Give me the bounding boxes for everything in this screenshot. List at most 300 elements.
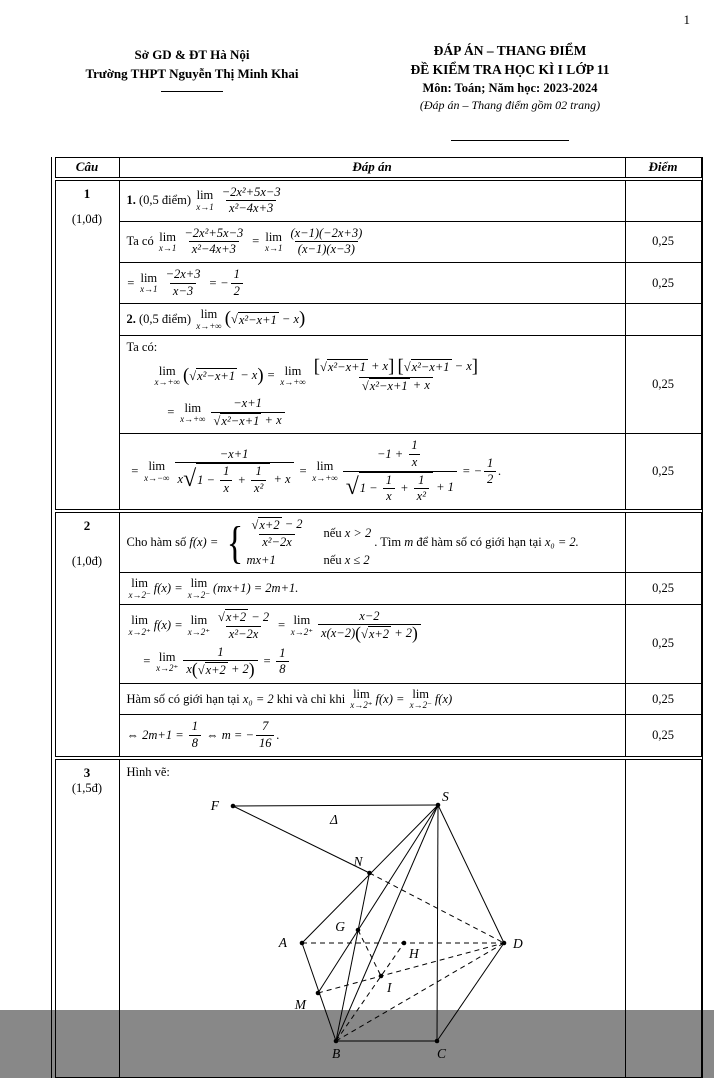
math-fd	[276, 661, 288, 678]
math-lw: lim	[316, 459, 334, 474]
math-mi: + 2	[227, 662, 249, 677]
math-mi: 1	[223, 464, 230, 479]
math-mi: x+2	[205, 662, 226, 677]
figure-point-A	[299, 941, 304, 946]
math-mi: f(x) =	[375, 691, 408, 706]
math-sqb	[205, 662, 228, 679]
math-mi: (mx+1) = 2m+1.	[213, 580, 299, 595]
math-line	[127, 355, 621, 394]
math-dl: )	[257, 364, 264, 386]
math-sqb	[327, 359, 368, 376]
math-line	[127, 577, 621, 600]
math-lw: lim	[184, 400, 202, 415]
math-mi: + x	[409, 378, 430, 392]
answer-cell	[119, 715, 625, 758]
math-mi: x²−x+1	[221, 413, 260, 428]
figure-point-label-F: F	[210, 798, 219, 814]
math-fd	[170, 283, 196, 300]
column-header-diem: Điểm	[625, 158, 701, 179]
math-fd	[211, 412, 285, 430]
department-line: Sở GD & ĐT Hà Nội	[134, 47, 250, 62]
math-sqb	[196, 463, 270, 496]
math-mi: = −	[205, 275, 229, 290]
math-mi: + x	[367, 359, 389, 374]
math-mi: − x	[237, 368, 258, 383]
math-fn	[214, 645, 226, 661]
bracket-group	[192, 661, 255, 679]
figure-point-H	[401, 941, 406, 946]
square-root	[198, 662, 228, 679]
math-mu: . Tìm	[374, 535, 405, 549]
figure-point-C	[434, 1039, 439, 1044]
fraction	[383, 473, 395, 505]
math-fn	[415, 473, 427, 489]
geometry-figure	[181, 782, 651, 1074]
square-root	[189, 368, 237, 384]
math-fd	[231, 283, 243, 300]
header-right-rule	[451, 140, 569, 141]
answer-cell	[119, 221, 625, 262]
math-mi: + x	[261, 413, 282, 428]
math-mi: x+2	[225, 610, 247, 625]
answer-row-q1-6	[55, 434, 701, 511]
math-line	[127, 185, 621, 217]
math-mi: =	[166, 405, 179, 420]
fraction	[231, 267, 243, 299]
math-mu: Cho hàm số	[126, 535, 190, 549]
column-header-dapan: Đáp án	[119, 158, 625, 179]
math-lw: lim	[148, 459, 166, 474]
figure-point-label-H: H	[408, 946, 419, 962]
math-mi: 1	[233, 267, 240, 281]
bracket-group	[313, 355, 395, 377]
radical-sign: √	[403, 359, 411, 374]
math-mi: x²	[254, 480, 264, 495]
limit-operator	[410, 688, 432, 711]
math-line	[127, 609, 621, 643]
math-fn	[231, 267, 243, 283]
math-mu: Ta có:	[126, 340, 158, 355]
score-cell: 0,25	[625, 434, 701, 511]
math-mu: khi và chỉ khi	[273, 691, 349, 706]
math-line	[127, 267, 621, 299]
math-mi: 2	[487, 472, 494, 487]
figure-point-M	[315, 991, 320, 996]
score-cell	[625, 179, 701, 222]
math-mi: m	[404, 535, 414, 549]
math-mi: ⇔ m = −	[203, 728, 254, 742]
math-mi: x	[177, 472, 184, 487]
radical-sign: √	[183, 466, 197, 493]
math-gc	[361, 626, 412, 643]
math-crow	[246, 517, 307, 550]
math-lu: x→2⁺	[290, 626, 314, 637]
fraction	[276, 646, 288, 678]
math-fn	[253, 464, 265, 480]
limit-operator	[159, 231, 177, 254]
math-fd	[220, 480, 232, 497]
answer-row-q1-3	[55, 263, 701, 304]
math-fd	[189, 735, 201, 752]
radical-sign: √	[345, 474, 359, 501]
fraction	[220, 464, 232, 496]
figure-edge-BD-dashed	[336, 943, 504, 1041]
math-mi: 1 −	[359, 480, 381, 495]
math-crow	[324, 553, 372, 568]
math-mi: −1 +	[377, 446, 407, 461]
math-lw: lim	[265, 229, 283, 244]
math-sqb	[368, 626, 391, 643]
square-root	[346, 472, 433, 505]
question-points: (1,5đ)	[71, 780, 103, 795]
math-lu: x→+∞	[180, 414, 206, 424]
math-lw: lim	[131, 613, 148, 628]
bracket-group	[182, 364, 264, 386]
math-fn	[484, 456, 496, 472]
math-mi: 2	[233, 283, 240, 298]
math-gc	[320, 359, 388, 376]
answer-row-q1-4	[55, 304, 701, 336]
math-mi: −x+1	[233, 396, 262, 411]
school-line: Trường THPT Nguyễn Thị Minh Khai	[85, 65, 299, 81]
limit-operator	[350, 688, 372, 711]
math-fd	[259, 534, 295, 551]
math-fn	[311, 355, 481, 377]
answer-cell	[119, 683, 625, 715]
square-root	[214, 413, 262, 430]
math-mi: f(x) =	[153, 618, 186, 633]
math-fn	[287, 226, 365, 242]
score-cell	[625, 511, 701, 573]
math-mi: 1	[385, 472, 392, 487]
math-fd	[251, 480, 266, 497]
score-cell	[625, 758, 701, 1078]
math-mi: x²−4x+3	[229, 201, 274, 216]
math-mi: x²−2x	[228, 626, 259, 641]
math-mi: x > 2	[344, 526, 372, 540]
score-cell	[625, 304, 701, 336]
fraction	[215, 609, 272, 642]
math-dl: (	[224, 308, 231, 330]
figure-point-S	[435, 803, 440, 808]
fraction	[251, 464, 266, 496]
question-number: 1	[83, 185, 91, 201]
math-mi: 8	[279, 662, 286, 677]
math-fd	[256, 735, 275, 752]
fraction	[183, 645, 257, 679]
math-lu: x→+∞	[280, 377, 306, 388]
question-number: 3	[83, 764, 91, 780]
math-mi: 1	[411, 438, 418, 453]
fraction	[343, 438, 457, 505]
math-line	[127, 396, 621, 429]
figure-point-label-C: C	[436, 1046, 446, 1062]
math-line	[127, 645, 621, 679]
math-mi: x₀ = 2.	[544, 535, 579, 549]
math-mi: f(x)	[434, 691, 453, 706]
exam-title: ĐỀ KIỂM TRA HỌC KÌ I LỚP 11	[410, 61, 610, 77]
math-mi: x	[223, 480, 229, 495]
limit-operator	[188, 577, 210, 600]
math-mi: − 2	[248, 609, 270, 624]
square-root	[320, 359, 368, 376]
math-mi: +	[396, 480, 412, 495]
answer-row-q1-1	[55, 179, 701, 222]
math-fn	[259, 719, 271, 735]
math-fd	[189, 241, 239, 258]
math-line	[127, 517, 621, 568]
answer-cell	[119, 573, 625, 605]
question-number-cell-1	[55, 179, 119, 511]
figure-edge-SB-solid	[336, 805, 438, 1041]
column-header-cau: Câu	[55, 158, 119, 179]
math-fn	[276, 646, 288, 662]
math-lu: x→2⁺	[187, 626, 211, 637]
math-lu: x→2⁺	[156, 663, 179, 674]
math-mi: x+2	[368, 626, 390, 641]
math-fn	[374, 438, 426, 470]
radical-sign: √	[360, 626, 368, 641]
math-dl: (	[355, 623, 361, 644]
answer-row-q2-1	[55, 511, 701, 573]
fraction	[484, 456, 496, 488]
math-mi: + 1	[432, 480, 454, 495]
math-mi: x+2	[259, 517, 280, 532]
math-mi: (x−1)(x−3)	[297, 242, 355, 257]
math-dl: (	[191, 659, 198, 680]
answer-cell	[119, 304, 625, 336]
math-mi: =	[130, 464, 143, 479]
figure-point-label-B: B	[331, 1046, 340, 1062]
fraction	[219, 185, 284, 217]
limit-operator	[188, 614, 210, 637]
figure-point-G	[355, 928, 360, 933]
math-mu: để hàm số có giới hạn tại	[413, 535, 545, 549]
math-line	[127, 438, 621, 505]
math-mi: 16	[258, 736, 272, 750]
math-mu: Hình vẽ:	[126, 764, 170, 779]
math-lw: lim	[140, 270, 158, 285]
math-mi: + 2	[391, 626, 412, 641]
fraction	[181, 226, 246, 258]
answer-cell	[119, 179, 625, 222]
math-mi: x²−x+1	[238, 312, 277, 327]
table-header-row	[55, 158, 701, 179]
figure-point-label-D: D	[512, 936, 523, 952]
math-lu: x→2⁻	[187, 589, 211, 600]
math-mi: x²−x+1	[369, 378, 408, 393]
piecewise-cases	[224, 517, 371, 568]
answer-row-q2-3	[55, 604, 701, 683]
answer-cell	[119, 511, 625, 573]
math-fn	[189, 719, 201, 735]
math-fd	[226, 200, 276, 217]
answer-table-body	[55, 179, 701, 1078]
figure-point-F	[230, 804, 235, 809]
math-mi: x	[186, 662, 192, 677]
math-mi: 1 −	[197, 472, 219, 487]
math-mi: =	[295, 464, 311, 479]
radical-sign: √	[213, 413, 221, 428]
math-mb: 2.	[126, 312, 136, 326]
answer-row-q2-5	[55, 715, 701, 758]
math-mi: (x−1)(−2x+3)	[290, 225, 363, 240]
math-mu: (0,5 điểm)	[135, 312, 195, 326]
math-lu: x→2⁻	[128, 589, 151, 600]
math-fd	[409, 454, 421, 471]
math-mi: + x	[270, 472, 291, 487]
math-lu: x→1	[158, 243, 177, 254]
limit-operator	[156, 651, 178, 674]
fraction	[248, 517, 305, 550]
radical-sign: √	[251, 517, 259, 532]
math-line	[127, 308, 621, 331]
question-number: 2	[83, 517, 91, 533]
math-lw: lim	[131, 576, 148, 591]
answer-cell	[119, 434, 625, 511]
score-cell: 0,25	[625, 263, 701, 304]
math-sqb	[411, 359, 452, 376]
math-fd	[295, 241, 358, 258]
math-dl: )	[299, 308, 306, 330]
fraction	[408, 438, 420, 470]
subject-year: Môn: Toán; Năm học: 2023-2024	[422, 80, 598, 95]
math-fd	[383, 488, 395, 505]
math-mi: mx+1	[246, 553, 276, 568]
figure-edge-GI-dashed	[358, 930, 381, 976]
figure-edge-ND-dashed	[369, 873, 504, 943]
math-fn	[220, 464, 232, 480]
answer-table	[55, 157, 702, 1078]
math-lw: lim	[284, 363, 302, 378]
radical-sign: √	[230, 312, 238, 327]
answer-row-q3-1	[55, 758, 701, 1078]
math-lu: x→+∞	[312, 472, 338, 483]
math-mi: x₀ = 2	[242, 691, 274, 706]
answer-row-q2-4	[55, 683, 701, 715]
limit-operator	[265, 231, 283, 254]
math-lw: lim	[158, 649, 176, 664]
figure-point-label-N: N	[352, 854, 362, 870]
square-root	[183, 463, 270, 496]
math-mi: −2x²+5x−3	[184, 225, 244, 240]
math-sqb	[238, 312, 279, 328]
square-root	[231, 312, 279, 328]
radical-sign: √	[218, 610, 225, 625]
math-sqb	[359, 472, 433, 505]
question-points: (1,0đ)	[71, 553, 103, 568]
math-mu: Ta có	[126, 234, 157, 249]
answer-cell	[119, 604, 625, 683]
limit-operator	[155, 365, 180, 388]
score-cell: 0,25	[625, 683, 701, 715]
math-lw: lim	[412, 686, 430, 701]
figure-delta-label: Δ	[329, 812, 338, 828]
radical-sign: √	[189, 368, 197, 383]
math-mi: −2x+3	[165, 267, 201, 281]
fraction	[311, 355, 481, 394]
fraction	[318, 609, 421, 643]
math-lw: lim	[190, 576, 208, 591]
math-line	[127, 688, 621, 711]
math-mb: 1.	[126, 193, 136, 208]
figure-edge-FN-solid	[233, 806, 370, 873]
math-mi: x	[386, 489, 392, 504]
math-dl: (	[182, 364, 190, 386]
answer-key-title: ĐÁP ÁN – THANG ĐIỂM	[433, 43, 587, 58]
figure-edge-FS-solid	[233, 805, 438, 806]
math-mi: =	[248, 234, 263, 249]
math-sqb	[220, 413, 261, 430]
math-fd	[183, 660, 257, 679]
figure-edge-CD-solid	[437, 943, 504, 1041]
math-crow	[324, 526, 372, 541]
math-mi: − x	[278, 312, 300, 326]
math-mi: x−3	[172, 283, 194, 298]
math-sqb	[369, 378, 410, 395]
math-fn	[181, 226, 246, 242]
limit-operator	[140, 272, 158, 295]
math-mi: x ≤ 2	[344, 553, 370, 568]
math-line	[127, 764, 621, 780]
math-gc	[198, 662, 249, 679]
limit-operator	[196, 308, 221, 331]
math-lw: lim	[293, 613, 311, 628]
math-mi: f(x) =	[153, 580, 186, 595]
math-gc	[189, 368, 257, 384]
fraction	[175, 447, 294, 497]
page-number: 1	[683, 12, 690, 27]
math-fn	[230, 396, 265, 412]
math-fd	[414, 488, 429, 505]
math-lu: x→1	[264, 243, 283, 254]
limit-operator	[129, 577, 151, 600]
math-cgrid	[246, 517, 371, 568]
limit-operator	[144, 460, 169, 483]
limit-operator	[280, 365, 305, 388]
math-fd	[175, 462, 294, 496]
math-dl: [	[397, 355, 404, 377]
math-lw: lim	[190, 613, 208, 628]
math-gc	[231, 312, 299, 328]
math-mi: x²−x+1	[411, 359, 450, 374]
figure-point-N	[367, 871, 372, 876]
math-mi: 1	[191, 719, 199, 734]
square-root	[251, 517, 281, 534]
math-mi: x²	[416, 489, 426, 504]
score-cell: 0,25	[625, 335, 701, 434]
figure-point-I	[378, 974, 383, 979]
math-lw: lim	[158, 363, 176, 378]
math-mi: =	[142, 654, 155, 669]
math-mi: =	[126, 275, 139, 290]
math-mi: −2x²+5x−3	[221, 184, 281, 199]
title-header	[396, 42, 624, 141]
answer-row-q2-2	[55, 573, 701, 605]
math-lu: x→2⁺	[350, 700, 373, 711]
math-fn	[356, 609, 382, 625]
math-mi: f(x) =	[189, 535, 222, 549]
math-mi: +	[234, 472, 250, 487]
math-mi: 1	[217, 644, 224, 659]
math-dl: ]	[471, 355, 479, 377]
math-crow	[246, 553, 307, 568]
radical-sign: √	[319, 359, 327, 374]
math-lu: x→+∞	[154, 377, 180, 388]
bracket-group	[355, 625, 418, 643]
math-mi: =	[259, 654, 275, 669]
answer-table-wrap	[51, 157, 703, 1078]
